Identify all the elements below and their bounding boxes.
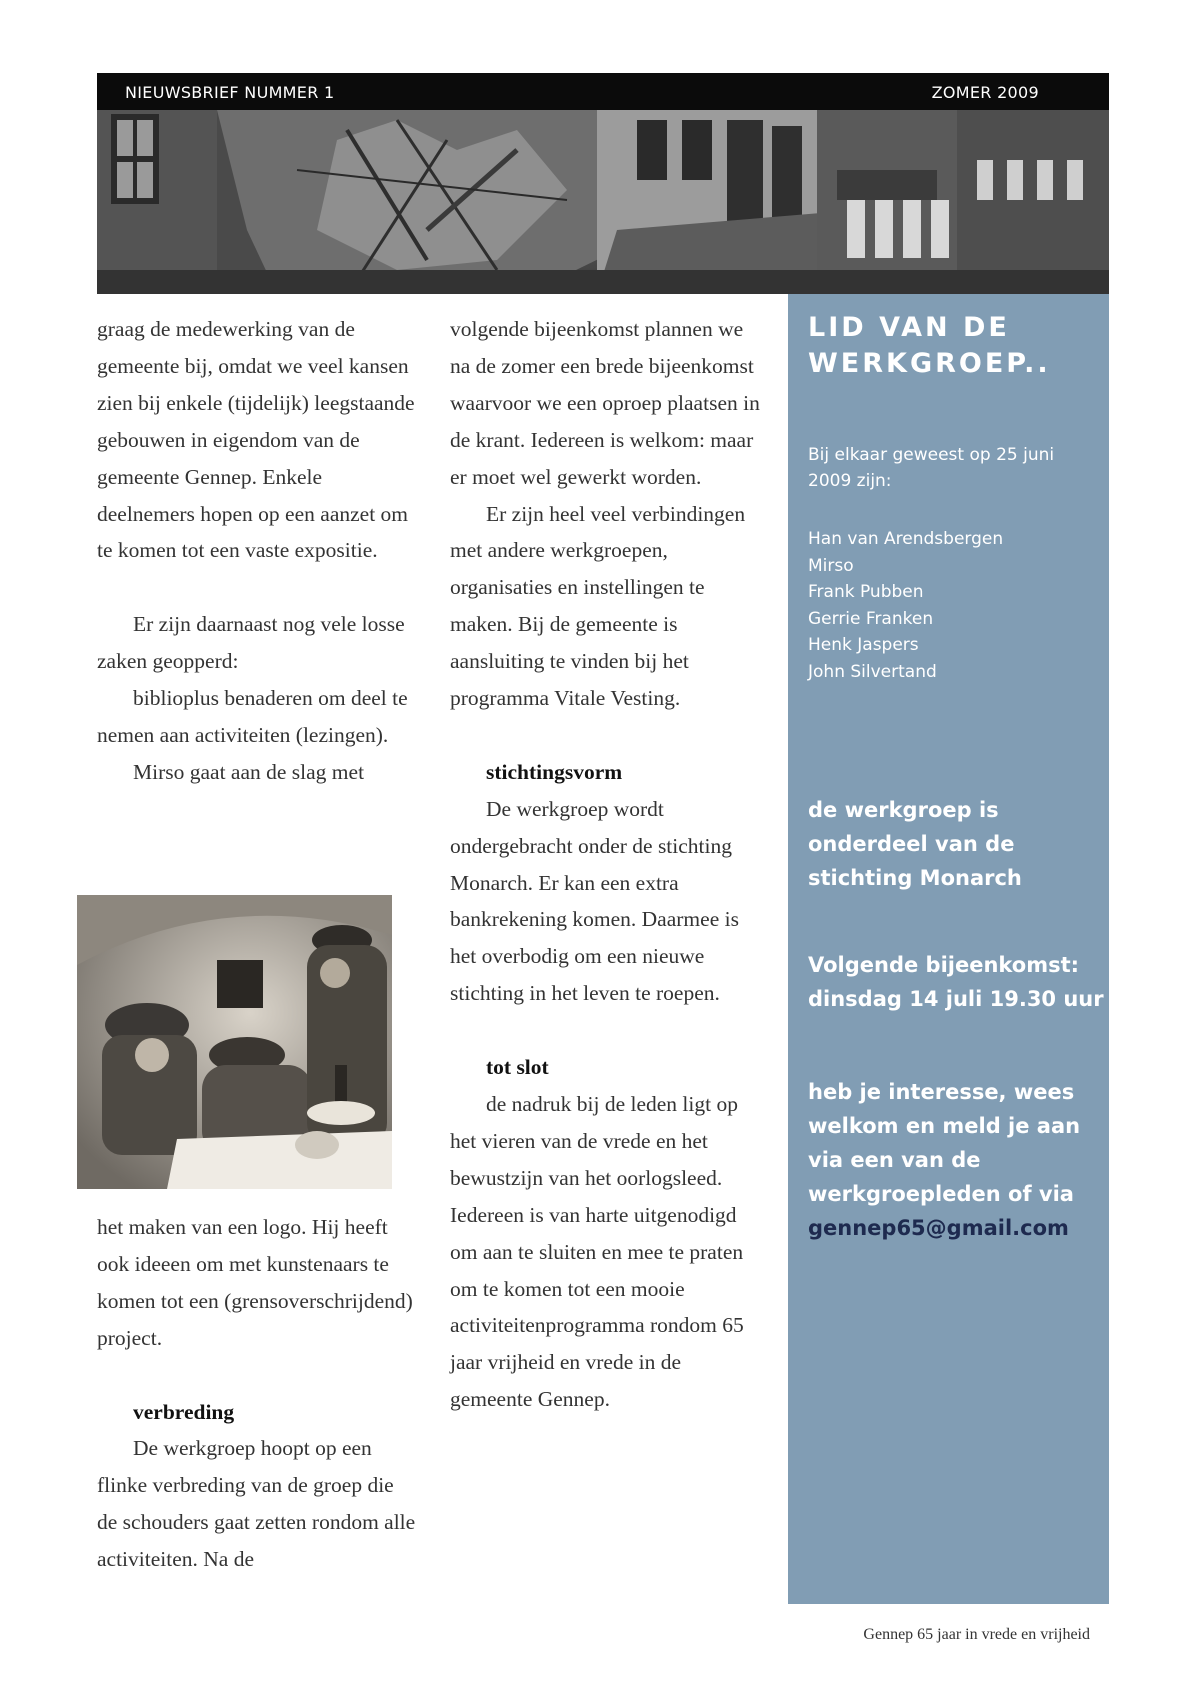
paragraph: graag de medewerking van de gemeente bij, omdat we veel kansen zien bij enkele (tijdelijk) leegstaande gebouwen in eigendom van de gemeente Gennep. Enkele deelnemers hopen op een aanzet om te komen tot een vaste expositie. xyxy=(97,317,415,563)
paragraph: De werkgroep wordt ondergebracht onder de stichting Monarch. Er kan een extra bankrekening komen. Daarmee is het overbodig om een nieuwe stichting in het leven te roepen. xyxy=(450,796,739,1006)
section-heading-verbreding: verbreding xyxy=(133,1399,235,1424)
interest-callout xyxy=(808,1075,1108,1245)
members-sidebar xyxy=(788,294,1109,1604)
paragraph: het maken van een logo. Hij heeft ook ideeen om met kunstenaars te komen tot een (grensoverschrijdend) project. xyxy=(97,1215,413,1350)
member-name: Mirso xyxy=(808,555,854,576)
season-label: ZOMER 2009 xyxy=(931,83,1039,102)
newsletter-header xyxy=(97,73,1109,110)
paragraph: De werkgroep hoopt op een flinke verbreding van de groep die de schouders gaat zetten rondom alle activiteiten. Na de xyxy=(97,1436,416,1572)
column-1-bottom xyxy=(97,1209,417,1578)
paragraph: Er zijn heel veel verbindingen met andere werkgroepen, organisaties en instellingen te maken. Bij de gemeente is aansluiting te vinden bij het programma Vitale Vesting. xyxy=(450,501,746,711)
section-heading-tot-slot: tot slot xyxy=(486,1055,549,1080)
soldiers-photo xyxy=(77,895,392,1189)
email-link[interactable]: gennep65@gmail.com xyxy=(808,1216,1069,1240)
sidebar-intro: Bij elkaar geweest op 25 juni 2009 zijn: xyxy=(808,445,1055,491)
section-heading-stichtingsvorm: stichtingsvorm xyxy=(486,759,623,784)
member-name: Gerrie Franken xyxy=(808,608,934,629)
column-2 xyxy=(450,311,765,1418)
next-meeting-info: Volgende bijeenkomst: dinsdag 14 juli 19.30 uur xyxy=(808,953,1104,1011)
issue-label: NIEUWSBRIEF NUMMER 1 xyxy=(125,83,335,102)
member-list xyxy=(808,526,1088,686)
war-ruins-banner-image xyxy=(97,110,1109,294)
page-footer: Gennep 65 jaar in vrede en vrijheid xyxy=(863,1626,1090,1643)
sidebar-title: LID VAN DE WERKGROEP.. xyxy=(808,312,1051,379)
paragraph: Mirso gaat aan de slag met xyxy=(133,759,365,784)
member-name: Frank Pubben xyxy=(808,582,924,603)
paragraph: de nadruk bij de leden ligt op het vieren van de vrede en het bewustzijn van het oorlogsleed. Iedereen is van harte uitgenodigd om aan te sluiten en mee te praten om te komen tot een mooie activiteitenprogramma rondom 65 jaar vrijheid en vrede in de gemeente Gennep. xyxy=(450,1092,744,1412)
member-name: Henk Jaspers xyxy=(808,635,919,656)
member-name: Han van Arendsbergen xyxy=(808,529,1004,549)
paragraph: biblioplus benaderen om deel te nemen aan activiteiten (lezingen). xyxy=(97,686,408,747)
paragraph: Er zijn daarnaast nog vele losse zaken geopperd: xyxy=(97,612,405,674)
interest-text: heb je interesse, wees welkom en meld je aan via een van de werkgroepleden of via xyxy=(808,1080,1081,1206)
member-name: John Silvertand xyxy=(808,661,937,682)
foundation-info: de werkgroep is onderdeel van de stichting Monarch xyxy=(808,798,1022,890)
column-1-top xyxy=(97,311,417,791)
paragraph: volgende bijeenkomst plannen we na de zomer een brede bijeenkomst waarvoor we een oproep plaatsen in de krant. Iedereen is welkom: maar er moet wel gewerkt worden. xyxy=(450,317,760,489)
